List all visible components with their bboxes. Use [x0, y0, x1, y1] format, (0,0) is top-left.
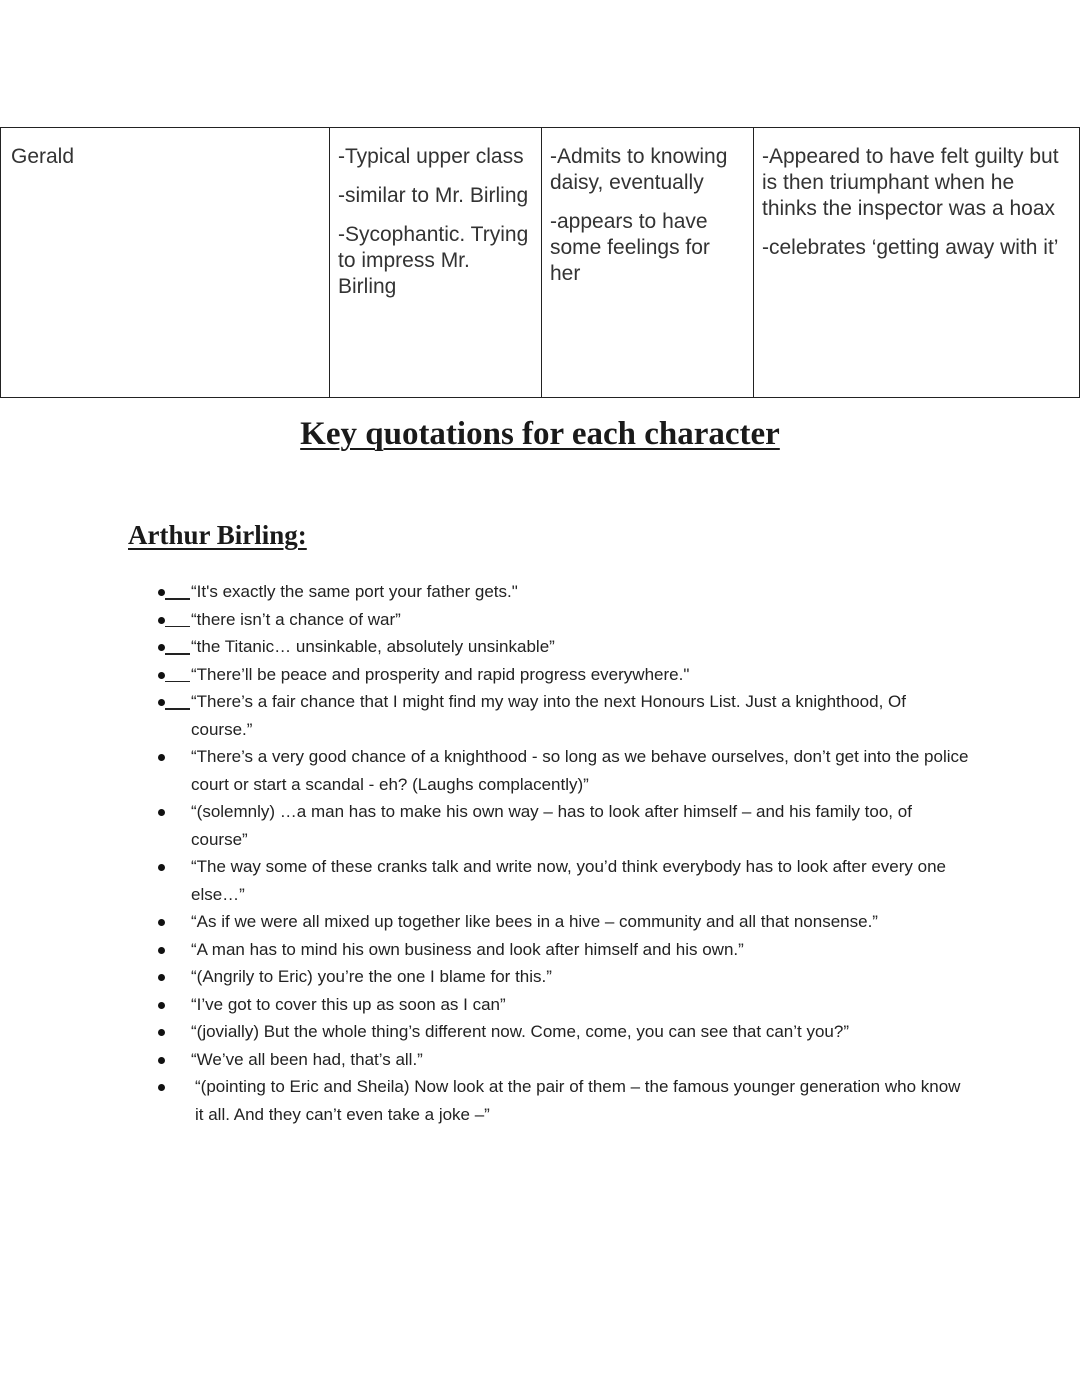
- quote-text: “(jovially) But the whole thing’s different now. Come, come, you can see that can’t you?”: [191, 1022, 849, 1041]
- quote-text: “We’ve all been had, that’s all.”: [191, 1049, 423, 1069]
- quote-text: “There’s a fair chance that I might find my way into the next Honours List. Just a knighthood, Of course.”: [191, 692, 906, 739]
- bullet-icon: [158, 864, 165, 871]
- quote-text: “(pointing to Eric and Sheila) Now look at the pair of them – the famous younger generation who know it all. And they can’t even take a joke –”: [195, 1077, 961, 1124]
- traits-cell: [330, 128, 542, 398]
- quote-text: “A man has to mind his own business and look after himself and his own.”: [191, 939, 744, 959]
- relationship-line: -appears to have some feelings for her: [550, 210, 710, 285]
- bullet-line: [165, 626, 190, 628]
- quote-list: [150, 578, 970, 1128]
- quote-item: [150, 963, 970, 991]
- quote-item: [150, 1073, 970, 1128]
- reaction-cell: [754, 128, 1080, 398]
- bullet-icon: [158, 672, 165, 679]
- quote-text: “there isn’t a chance of war”: [191, 609, 401, 629]
- section-title: Arthur Birling:: [128, 520, 307, 550]
- bullet-icon: [158, 589, 165, 596]
- relationship-cell: [542, 128, 754, 398]
- character-table: [0, 127, 1080, 398]
- quote-text: “(solemnly) …a man has to make his own way – has to look after himself – and his family too, of course”: [191, 802, 912, 849]
- quote-item: [150, 853, 970, 908]
- reaction-line: -celebrates ‘getting away with it’: [762, 236, 1059, 259]
- quote-text: “There’ll be peace and prosperity and rapid progress everywhere.": [191, 664, 690, 684]
- quote-item: [150, 743, 970, 798]
- quote-text: “(Angrily to Eric) you’re the one I blame for this.”: [191, 967, 552, 986]
- quote-item: [150, 1018, 970, 1046]
- quote-item: [150, 991, 970, 1019]
- bullet-line: [165, 653, 190, 655]
- quote-item: [150, 936, 970, 964]
- table-row-gerald: [1, 128, 1080, 398]
- bullet-icon: [158, 699, 165, 706]
- quote-item: [150, 688, 970, 743]
- bullet-line: [165, 598, 190, 600]
- bullet-icon: [158, 1057, 165, 1064]
- bullet-icon: [158, 1029, 165, 1036]
- bullet-icon: [158, 1084, 165, 1091]
- bullet-icon: [158, 644, 165, 651]
- quote-item: [150, 633, 970, 661]
- bullet-icon: [158, 809, 165, 816]
- trait-line: -Sycophantic. Trying to impress Mr. Birling: [338, 223, 529, 298]
- character-name: Gerald: [11, 145, 75, 168]
- bullet-line: [165, 681, 190, 683]
- quote-item: [150, 661, 970, 689]
- quote-text: “I’ve got to cover this up as soon as I can”: [191, 994, 506, 1014]
- bullet-icon: [158, 617, 165, 624]
- bullet-icon: [158, 1002, 165, 1009]
- trait-line: -Typical upper class: [338, 145, 524, 168]
- quote-item: [150, 578, 970, 606]
- page-heading: Key quotations for each character: [300, 416, 780, 452]
- character-name-cell: [1, 128, 330, 398]
- quote-text: “As if we were all mixed up together like bees in a hive – community and all that nonsense.”: [191, 912, 878, 931]
- trait-line: -similar to Mr. Birling: [338, 184, 529, 207]
- bullet-icon: [158, 947, 165, 954]
- quote-text: “It's exactly the same port your father gets.": [191, 582, 518, 601]
- quote-item: [150, 908, 970, 936]
- relationship-line: -Admits to knowing daisy, eventually: [550, 145, 728, 194]
- quote-item: [150, 1046, 970, 1074]
- quote-text: “the Titanic… unsinkable, absolutely unsinkable”: [191, 637, 555, 656]
- quote-text: “There’s a very good chance of a knighthood - so long as we behave ourselves, don’t get into the police court or start a scandal - eh? (Laughs complacently)”: [191, 747, 969, 794]
- quote-item: [150, 606, 970, 634]
- bullet-line: [165, 708, 190, 710]
- quote-item: [150, 798, 970, 853]
- bullet-icon: [158, 974, 165, 981]
- quote-text: “The way some of these cranks talk and write now, you’d think everybody has to look after every one else…”: [191, 857, 946, 904]
- reaction-line: -Appeared to have felt guilty but is then triumphant when he thinks the inspector was a hoax: [762, 145, 1059, 220]
- bullet-icon: [158, 919, 165, 926]
- bullet-icon: [158, 754, 165, 761]
